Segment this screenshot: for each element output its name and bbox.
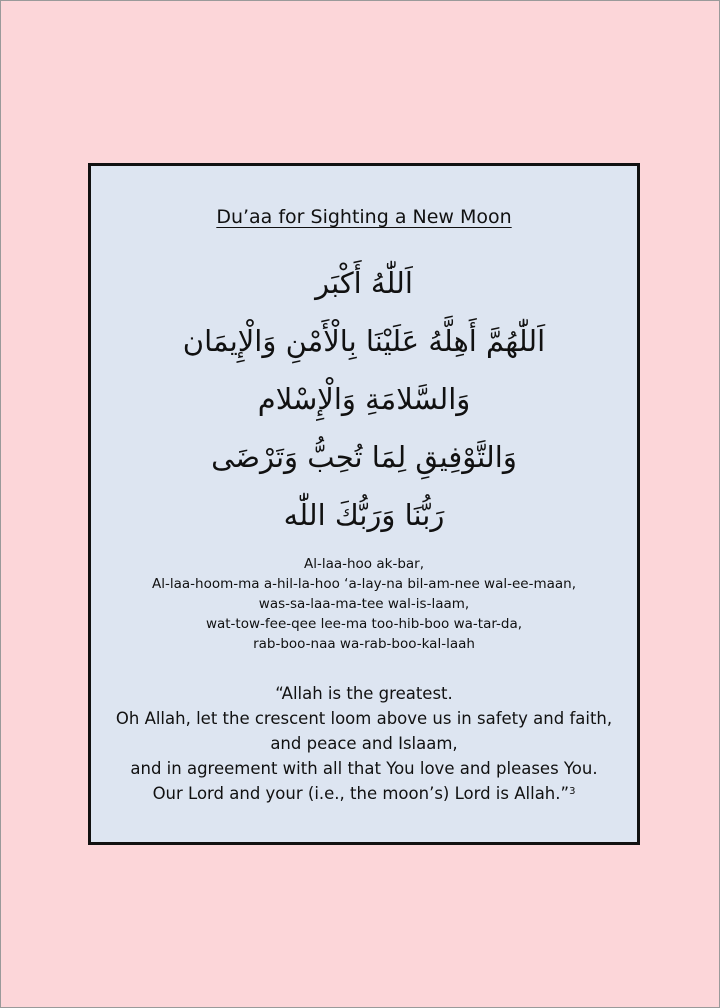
translation-line: and in agreement with all that You love and pleases You.	[130, 759, 598, 778]
transliteration-line: Al-laa-hoom-ma a-hil-la-hoo ‘a-lay-na bil-am-nee wal-ee-maan,	[151, 576, 577, 592]
dua-card	[88, 163, 640, 845]
transliteration-line: rab-boo-naa wa-rab-boo-kal-laah	[253, 636, 475, 652]
translation	[91, 681, 637, 806]
translation-line: Oh Allah, let the crescent loom above us in safety and faith,	[115, 709, 613, 728]
transliteration-line: Al-laa-hoo ak-bar,	[303, 556, 425, 572]
translation-line: and peace and Islaam,	[270, 734, 458, 753]
translation-line: “Allah is the greatest.	[275, 684, 453, 703]
transliteration-line: was-sa-laa-ma-tee wal-is-laam,	[258, 596, 470, 612]
transliteration-line: wat-tow-fee-qee lee-ma too-hib-boo wa-tar-da,	[205, 616, 523, 632]
translation-line: Our Lord and your (i.e., the moon’s) Lord is Allah.”	[152, 784, 570, 803]
arabic-line: وَالسَّلامَةِ وَالْإِسْلام	[257, 382, 471, 416]
arabic-line: وَالتَّوْفِيقِ لِمَا تُحِبُّ وَتَرْضَى	[211, 440, 517, 474]
arabic-text	[111, 254, 617, 544]
footnote-marker: 3	[569, 786, 576, 797]
translation-line-last	[91, 781, 637, 806]
arabic-line: اَللّٰهُ أَكْبَر	[315, 266, 413, 300]
arabic-line: اَللّٰهُمَّ أَهِلَّهُ عَلَيْنَا بِالْأَمْنِ وَالْإِيمَان	[182, 324, 546, 358]
arabic-line: رَبُّنَا وَرَبُّكَ اللّٰه	[283, 498, 445, 532]
page-title: Du’aa for Sighting a New Moon	[216, 206, 512, 228]
transliteration	[91, 554, 637, 654]
